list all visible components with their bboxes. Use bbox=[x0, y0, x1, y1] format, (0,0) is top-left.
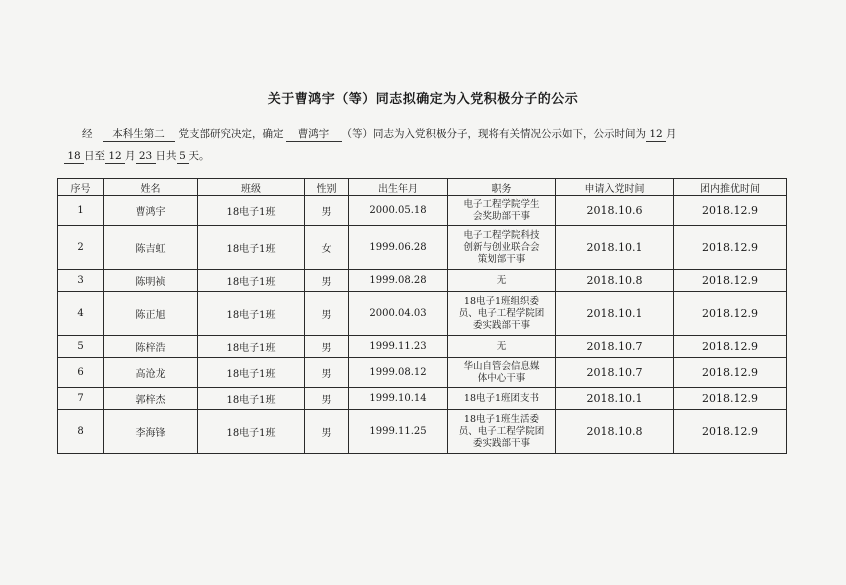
month-field-1: 12 bbox=[646, 127, 666, 142]
row-gender-cell: 男 bbox=[305, 410, 349, 454]
role-line: 无 bbox=[496, 340, 507, 352]
role-line: 华山自管会信息媒 bbox=[463, 360, 540, 372]
row-name-cell: 曹鸿宇 bbox=[104, 196, 198, 226]
row-class-cell: 18电子1班 bbox=[198, 358, 305, 388]
row-birth-cell: 1999.06.28 bbox=[349, 226, 448, 270]
role-line: 无 bbox=[496, 274, 507, 286]
header-cell: 职务 bbox=[448, 179, 556, 196]
header-cell: 申请入党时间 bbox=[556, 179, 674, 196]
day-field-2: 23 bbox=[136, 149, 156, 164]
row-class-cell: 18电子1班 bbox=[198, 410, 305, 454]
role-line: 18电子1班生活委 bbox=[463, 413, 540, 425]
header-cell: 出生年月 bbox=[349, 179, 448, 196]
row-recommend-date-cell: 2018.12.9 bbox=[674, 226, 787, 270]
row-birth-cell: 1999.11.25 bbox=[349, 410, 448, 454]
table-body bbox=[58, 196, 787, 454]
role-line: 会奖助部干事 bbox=[472, 210, 530, 222]
to-label: 日至 bbox=[84, 150, 105, 162]
days-suffix: 天。 bbox=[188, 150, 210, 162]
row-role-cell bbox=[448, 270, 556, 292]
row-gender-cell: 男 bbox=[305, 336, 349, 358]
row-class-cell: 18电子1班 bbox=[198, 292, 305, 336]
row-gender-cell: 男 bbox=[305, 358, 349, 388]
role-line: 员、电子工程学院团 bbox=[458, 307, 545, 319]
row-name-cell: 郭梓杰 bbox=[104, 388, 198, 410]
end-label: 日共 bbox=[155, 150, 177, 162]
role-line: 策划部干事 bbox=[477, 253, 526, 265]
header-cell: 姓名 bbox=[104, 179, 198, 196]
row-recommend-date-cell: 2018.12.9 bbox=[674, 336, 787, 358]
row-class-cell: 18电子1班 bbox=[198, 270, 305, 292]
table-row bbox=[58, 358, 787, 388]
month-label-1: 月 bbox=[666, 128, 677, 140]
row-apply-date-cell: 2018.10.1 bbox=[556, 388, 674, 410]
row-role-cell bbox=[448, 292, 556, 336]
row-number-cell: 3 bbox=[58, 270, 104, 292]
row-name-cell: 陈吉虹 bbox=[104, 226, 198, 270]
row-recommend-date-cell: 2018.12.9 bbox=[674, 410, 787, 454]
table-row bbox=[58, 196, 787, 226]
month-field-2: 12 bbox=[105, 149, 125, 164]
role-line: 委实践部干事 bbox=[472, 319, 530, 331]
row-number-cell: 8 bbox=[58, 410, 104, 454]
row-class-cell: 18电子1班 bbox=[198, 226, 305, 270]
row-birth-cell: 1999.08.12 bbox=[349, 358, 448, 388]
row-role-cell bbox=[448, 388, 556, 410]
intro-prefix: 经 bbox=[82, 128, 93, 140]
table-row bbox=[58, 226, 787, 270]
intro-text-2: （等）同志为入党积极分子，现将有关情况公示如下，公示时间为 bbox=[341, 128, 646, 140]
row-name-cell: 陈明祯 bbox=[104, 270, 198, 292]
row-birth-cell: 1999.10.14 bbox=[349, 388, 448, 410]
row-gender-cell: 男 bbox=[305, 270, 349, 292]
row-apply-date-cell: 2018.10.7 bbox=[556, 358, 674, 388]
role-line: 体中心干事 bbox=[477, 372, 526, 384]
row-birth-cell: 1999.08.28 bbox=[349, 270, 448, 292]
role-line: 员、电子工程学院团 bbox=[458, 425, 545, 437]
row-role-cell bbox=[448, 196, 556, 226]
row-apply-date-cell: 2018.10.8 bbox=[556, 410, 674, 454]
intro-line-1 bbox=[64, 123, 794, 145]
table-row bbox=[58, 388, 787, 410]
day-field-1: 18 bbox=[64, 149, 84, 164]
row-name-cell: 李海锋 bbox=[104, 410, 198, 454]
row-gender-cell: 男 bbox=[305, 196, 349, 226]
role-line: 电子工程学院科技 bbox=[463, 229, 540, 241]
row-role-cell bbox=[448, 410, 556, 454]
row-number-cell: 2 bbox=[58, 226, 104, 270]
header-cell: 团内推优时间 bbox=[674, 179, 787, 196]
row-recommend-date-cell: 2018.12.9 bbox=[674, 292, 787, 336]
month-label-2: 月 bbox=[125, 150, 136, 162]
intro-line-2 bbox=[64, 145, 794, 167]
role-line: 18电子1班组织委 bbox=[463, 295, 540, 307]
row-recommend-date-cell: 2018.12.9 bbox=[674, 196, 787, 226]
row-class-cell: 18电子1班 bbox=[198, 388, 305, 410]
row-class-cell: 18电子1班 bbox=[198, 336, 305, 358]
row-gender-cell: 女 bbox=[305, 226, 349, 270]
header-cell: 性别 bbox=[305, 179, 349, 196]
row-birth-cell: 1999.11.23 bbox=[349, 336, 448, 358]
role-line: 18电子1班团支书 bbox=[463, 392, 540, 404]
row-apply-date-cell: 2018.10.1 bbox=[556, 226, 674, 270]
row-name-cell: 高沧龙 bbox=[104, 358, 198, 388]
name-field: 曹鸿宇 bbox=[286, 127, 342, 142]
row-apply-date-cell: 2018.10.7 bbox=[556, 336, 674, 358]
table-row bbox=[58, 336, 787, 358]
row-gender-cell: 男 bbox=[305, 292, 349, 336]
row-class-cell: 18电子1班 bbox=[198, 196, 305, 226]
row-gender-cell: 男 bbox=[305, 388, 349, 410]
row-number-cell: 6 bbox=[58, 358, 104, 388]
candidate-table bbox=[57, 178, 787, 454]
days-field: 5 bbox=[177, 149, 189, 164]
row-number-cell: 1 bbox=[58, 196, 104, 226]
row-number-cell: 5 bbox=[58, 336, 104, 358]
row-number-cell: 4 bbox=[58, 292, 104, 336]
role-line: 电子工程学院学生 bbox=[463, 198, 540, 210]
row-apply-date-cell: 2018.10.1 bbox=[556, 292, 674, 336]
row-name-cell: 陈正旭 bbox=[104, 292, 198, 336]
row-recommend-date-cell: 2018.12.9 bbox=[674, 270, 787, 292]
row-birth-cell: 2000.05.18 bbox=[349, 196, 448, 226]
row-role-cell bbox=[448, 336, 556, 358]
intro-text-1: 党支部研究决定，确定 bbox=[178, 128, 284, 140]
role-line: 创新与创业联合会 bbox=[463, 241, 540, 253]
row-role-cell bbox=[448, 226, 556, 270]
row-apply-date-cell: 2018.10.6 bbox=[556, 196, 674, 226]
row-apply-date-cell: 2018.10.8 bbox=[556, 270, 674, 292]
table-row bbox=[58, 410, 787, 454]
row-birth-cell: 2000.04.03 bbox=[349, 292, 448, 336]
row-recommend-date-cell: 2018.12.9 bbox=[674, 388, 787, 410]
branch-field: 本科生第二 bbox=[103, 127, 175, 142]
row-number-cell: 7 bbox=[58, 388, 104, 410]
role-line: 委实践部干事 bbox=[472, 437, 530, 449]
row-name-cell: 陈梓浩 bbox=[104, 336, 198, 358]
table-row bbox=[58, 270, 787, 292]
header-cell: 班级 bbox=[198, 179, 305, 196]
header-cell: 序号 bbox=[58, 179, 104, 196]
row-role-cell bbox=[448, 358, 556, 388]
table-header-row bbox=[58, 179, 787, 196]
row-recommend-date-cell: 2018.12.9 bbox=[674, 358, 787, 388]
table-row bbox=[58, 292, 787, 336]
document-title: 关于曹鸿宇（等）同志拟确定为入党积极分子的公示 bbox=[267, 92, 579, 107]
